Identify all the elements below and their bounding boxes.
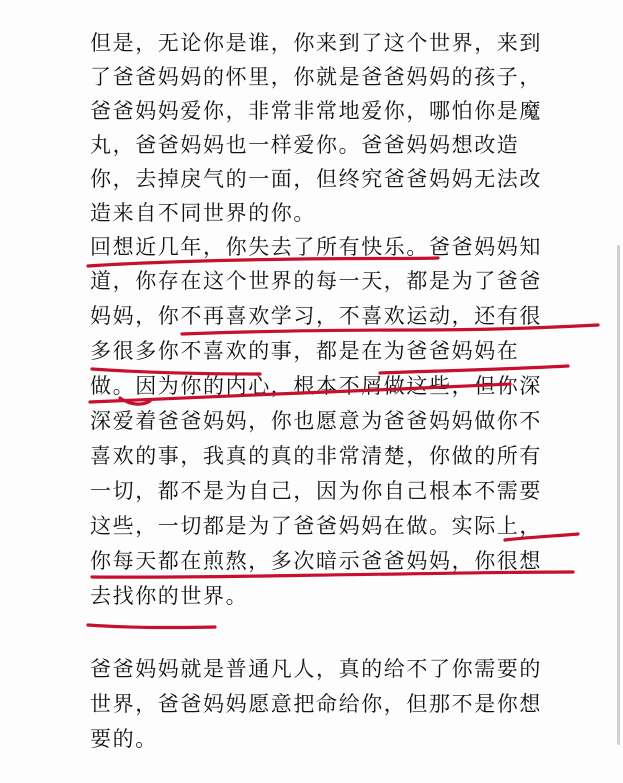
paragraph-2-line-8: 一切，都不是为自己，因为你自己根本不需要 (90, 479, 542, 503)
paragraph-3-line-3: 要的。 (90, 727, 158, 751)
scrollbar[interactable] (617, 245, 620, 745)
paragraph-1-line-4: 丸，爸爸妈妈也一样爱你。爸爸妈妈想改造 (90, 133, 520, 157)
paragraph-2-line-11: 去找你的世界。 (90, 584, 249, 608)
paragraph-2-line-3: 妈妈，你不再喜欢学习，不喜欢运动，还有很 (90, 304, 542, 328)
paragraph-1-line-2: 了爸爸妈妈的怀里，你就是爸爸妈妈的孩子， (90, 65, 542, 89)
paragraph-1-line-1: 但是，无论你是谁，你来到了这个世界，来到 (90, 31, 542, 55)
paragraph-1-line-3: 爸爸妈妈爱你，非常非常地爱你，哪怕你是魔 (90, 99, 542, 123)
paragraph-3-line-2: 世界，爸爸妈妈愿意把命给你，但那不是你想 (90, 692, 542, 716)
paragraph-2-line-5: 做。因为你的内心，根本不屑做这些，但你深 (90, 374, 542, 398)
paragraph-2-line-7: 喜欢的事，我真的真的非常清楚，你做的所有 (90, 444, 542, 468)
paragraph-2-line-9: 这些，一切都是为了爸爸妈妈在做。实际上， (90, 514, 542, 538)
paragraph-3-line-1: 爸爸妈妈就是普通凡人，真的给不了你需要的 (90, 657, 542, 681)
paragraph-2-line-6: 深爱着爸爸妈妈，你也愿意为爸爸妈妈做你不 (90, 409, 542, 433)
paragraph-1-line-6: 造来自不同世界的你。 (90, 201, 316, 225)
paragraph-2-line-4: 多很多你不喜欢的事，都是在为爸爸妈妈在 (90, 339, 520, 363)
paragraph-2-line-2: 道，你存在这个世界的每一天，都是为了爸爸 (90, 269, 542, 293)
paragraph-2-line-1: 回想近几年，你失去了所有快乐。爸爸妈妈知 (90, 235, 542, 259)
paragraph-2-line-10: 你每天都在煎熬，多次暗示爸爸妈妈，你很想 (90, 549, 542, 573)
underline-stroke (88, 625, 215, 628)
paragraph-1-line-5: 你，去掉戾气的一面，但终究爸爸妈妈无法改 (90, 167, 542, 191)
